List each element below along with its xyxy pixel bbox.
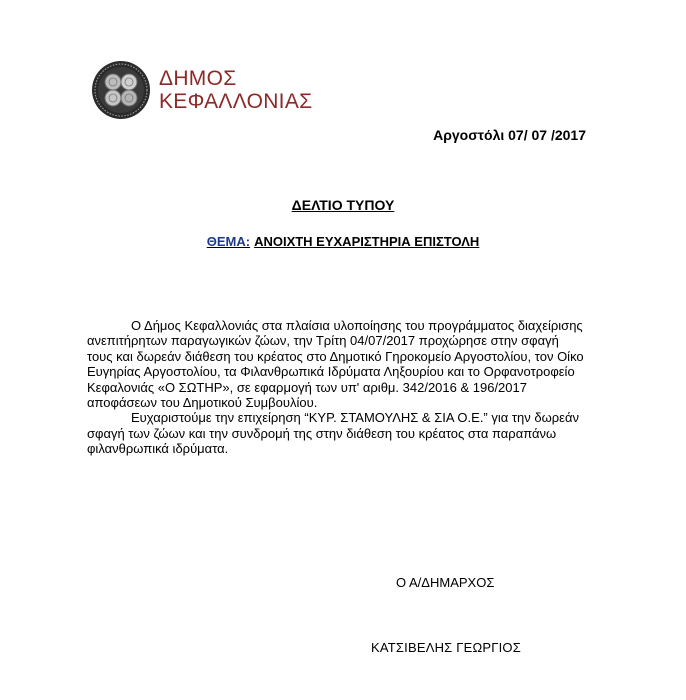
subject-line [0,234,686,249]
municipality-logo [91,60,312,120]
subject-label: ΘΕΜΑ: [206,234,251,249]
municipality-name [159,67,312,113]
letter-body [87,318,587,457]
subject-value: ΑΝΟΙΧΤΗ ΕΥΧΑΡΙΣΤΗΡΙΑ ΕΠΙΣΤΟΛΗ [254,234,480,249]
signatory-name: ΚΑΤΣΙΒΕΛΗΣ ΓΕΩΡΓΙΟΣ [371,640,521,655]
municipality-name-line1: ΔΗΜΟΣ [159,67,237,90]
municipality-name-line2: ΚΕΦΑΛΛΟΝΙΑΣ [159,90,313,113]
body-paragraph-2: Ευχαριστούμε την επιχείρηση “ΚΥΡ. ΣΤΑΜΟΥΛΗΣ & ΣΙΑ Ο.Ε.” για την δωρεάν σφαγή των ζώων και την συνδρομή της στην διάθεση του κρέατος στα παραπάνω φιλανθρωπικά ιδρύματα. [87,410,579,457]
document-date: Αργοστόλι 07/ 07 /2017 [433,127,586,143]
press-release-title: ΔΕΛΤΙΟ ΤΥΠΟΥ [291,197,395,213]
body-paragraph-1: Ο Δήμος Κεφαλλονιάς στα πλαίσια υλοποίησης του προγράμματος διαχείρισης ανεπιτήρητων παραγωγικών ζώων, την Τρίτη 04/07/2017 προχώρησε στην σφαγή τους και δωρεάν διάθεση του κρέατος στο Δημοτικό Γηροκομείο Αργοστολίου, τον Οίκο Ευγηρίας Αργοστολίου, τα Φιλανθρωπικά Ιδρύματα Ληξουρίου και το Ορφανοτροφείο Κεφαλονιάς «Ο ΣΩΤΗΡ», σε εφαρμογή των υπ' αριθμ. 342/2016 & 196/2017 αποφάσεων του Δημοτικού Συμβουλίου. [87,318,584,411]
signatory-title: Ο Α/ΔΗΜΑΡΧΟΣ [396,575,495,590]
municipal-seal-icon [91,60,151,120]
